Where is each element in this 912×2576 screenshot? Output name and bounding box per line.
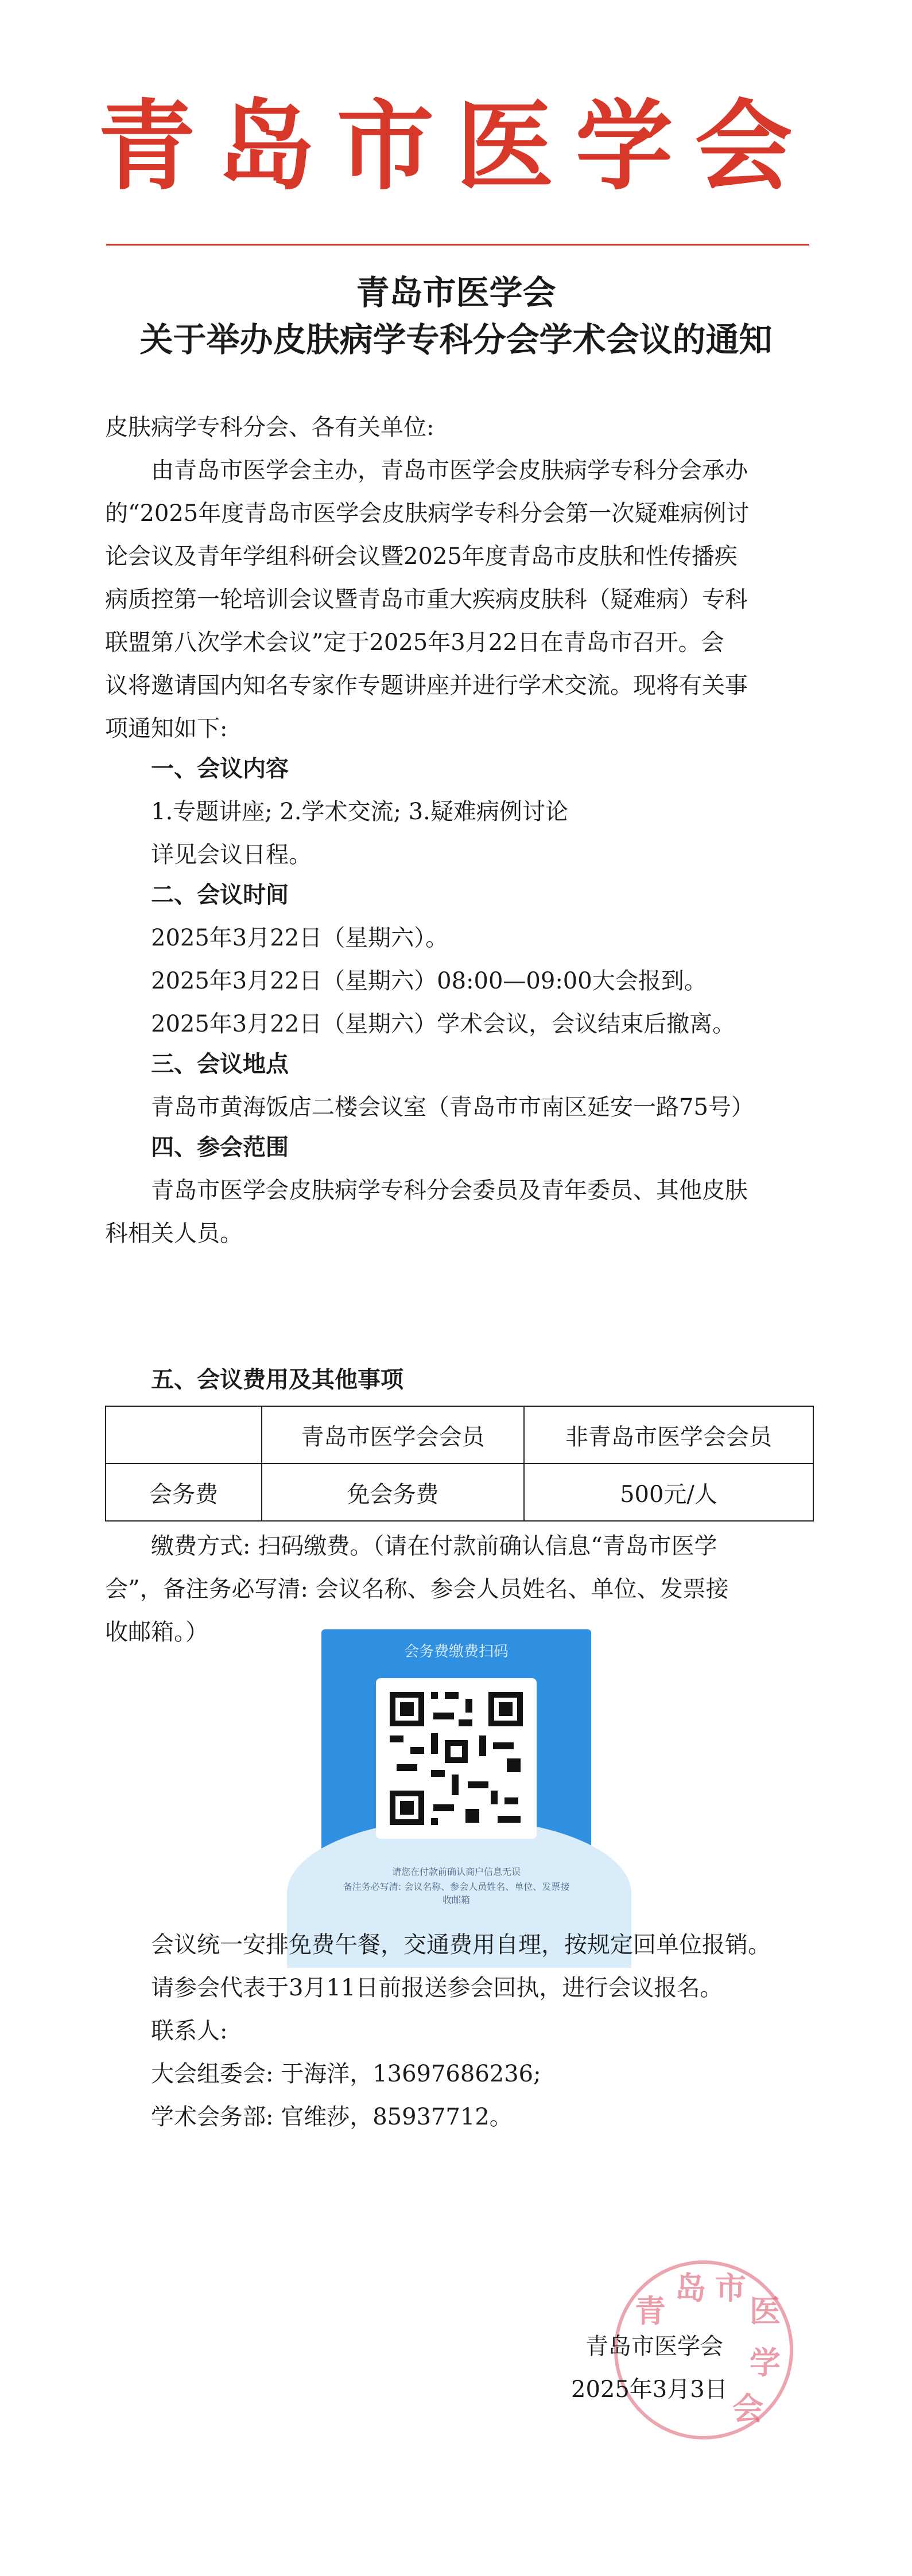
- intro-line: 联盟第八次学术会议”定于2025年3月22日在青岛市召开。会: [105, 629, 724, 656]
- intro-line: 项通知如下:: [105, 715, 228, 742]
- table-header-row: [106, 1406, 813, 1464]
- table-cell: 500元/人: [524, 1464, 813, 1521]
- issuer-line: 青岛市医学会: [356, 273, 556, 312]
- closing-line: 会议统一安排免费午餐，交通费用自理，按规定回单位报销。: [151, 1932, 771, 1958]
- official-seal: 青 岛 市 医 学 会: [614, 2260, 793, 2439]
- section-text: 青岛市医学会皮肤病学专科分会委员及青年委员、其他皮肤: [151, 1177, 748, 1204]
- closing-line: 联系人:: [151, 2018, 228, 2044]
- section-text: 2025年3月22日（星期六）学术会议，会议结束后撤离。: [151, 1011, 736, 1037]
- intro-line: 议将邀请国内知名专家作专题讲座并进行学术交流。现将有关事: [105, 672, 748, 699]
- qr-note: 备注务必写清: 会议名称、参会人员姓名、单位、发票接收邮箱: [343, 1881, 570, 1905]
- section-text: 2025年3月22日（星期六）08:00—09:00大会报到。: [151, 968, 707, 994]
- closing-line: 请参会代表于3月11日前报送参会回执，进行会议报名。: [151, 1975, 723, 2001]
- section-heading: 二、会议时间: [151, 881, 289, 908]
- closing-line: 学术会务部: 官维莎，85937712。: [151, 2104, 513, 2130]
- section-text: 科相关人员。: [105, 1220, 243, 1247]
- table-cell: [106, 1406, 262, 1464]
- table-header-cell: 非青岛市医学会会员: [524, 1406, 813, 1464]
- letterhead-title: 青岛市医学会: [98, 89, 814, 204]
- section-text: 详见会议日程。: [151, 842, 312, 868]
- qr-code-icon: [376, 1678, 537, 1839]
- table-row: [106, 1464, 813, 1521]
- table-header-cell: 青岛市医学会会员: [262, 1406, 524, 1464]
- section-heading: 一、会议内容: [151, 755, 289, 782]
- section-text: 青岛市黄海饭店二楼会议室（青岛市市南区延安一路75号）: [151, 1094, 754, 1120]
- document-title: 关于举办皮肤病学专科分会学术会议的通知: [139, 320, 773, 359]
- section-text: 1.专题讲座; 2.学术交流; 3.疑难病例讨论: [151, 799, 568, 825]
- table-cell: 会务费: [106, 1464, 262, 1521]
- section-heading: 三、会议地点: [151, 1050, 289, 1077]
- salutation: 皮肤病学专科分会、各有关单位:: [105, 414, 434, 441]
- payment-line: 缴费方式: 扫码缴费。（请在付款前确认信息“青岛市医学: [151, 1533, 717, 1559]
- payment-line: 会”，备注务必写清: 会议名称、参会人员姓名、单位、发票接: [105, 1576, 729, 1602]
- section-text: 2025年3月22日（星期六）。: [151, 925, 449, 951]
- table-cell: 免会务费: [262, 1464, 524, 1521]
- section-heading: 五、会议费用及其他事项: [151, 1366, 403, 1393]
- intro-line: 病质控第一轮培训会议暨青岛市重大疾病皮肤科（疑难病）专科: [105, 586, 748, 613]
- qr-caption: 会务费缴费扫码: [403, 1643, 509, 1660]
- payment-qr-card: [321, 1629, 591, 1905]
- section-heading: 四、参会范围: [151, 1134, 289, 1161]
- qr-code-frame: [376, 1678, 537, 1839]
- signature-date: 2025年3月3日: [571, 2376, 728, 2403]
- letterhead-divider: [106, 244, 809, 246]
- signature-org: 青岛市医学会: [585, 2333, 723, 2360]
- intro-line: 论会议及青年学组科研会议暨2025年度青岛市皮肤和性传播疾: [105, 543, 738, 570]
- closing-line: 大会组委会: 于海洋，13697686236;: [151, 2061, 541, 2087]
- qr-note: 请您在付款前确认商户信息无误: [391, 1866, 521, 1877]
- intro-line: 由青岛市医学会主办，青岛市医学会皮肤病学专科分会承办: [151, 457, 748, 484]
- intro-line: 的“2025年度青岛市医学会皮肤病学专科分会第一次疑难病例讨: [105, 500, 750, 527]
- payment-line: 收邮箱。）: [105, 1619, 208, 1645]
- fee-table: [105, 1406, 814, 1522]
